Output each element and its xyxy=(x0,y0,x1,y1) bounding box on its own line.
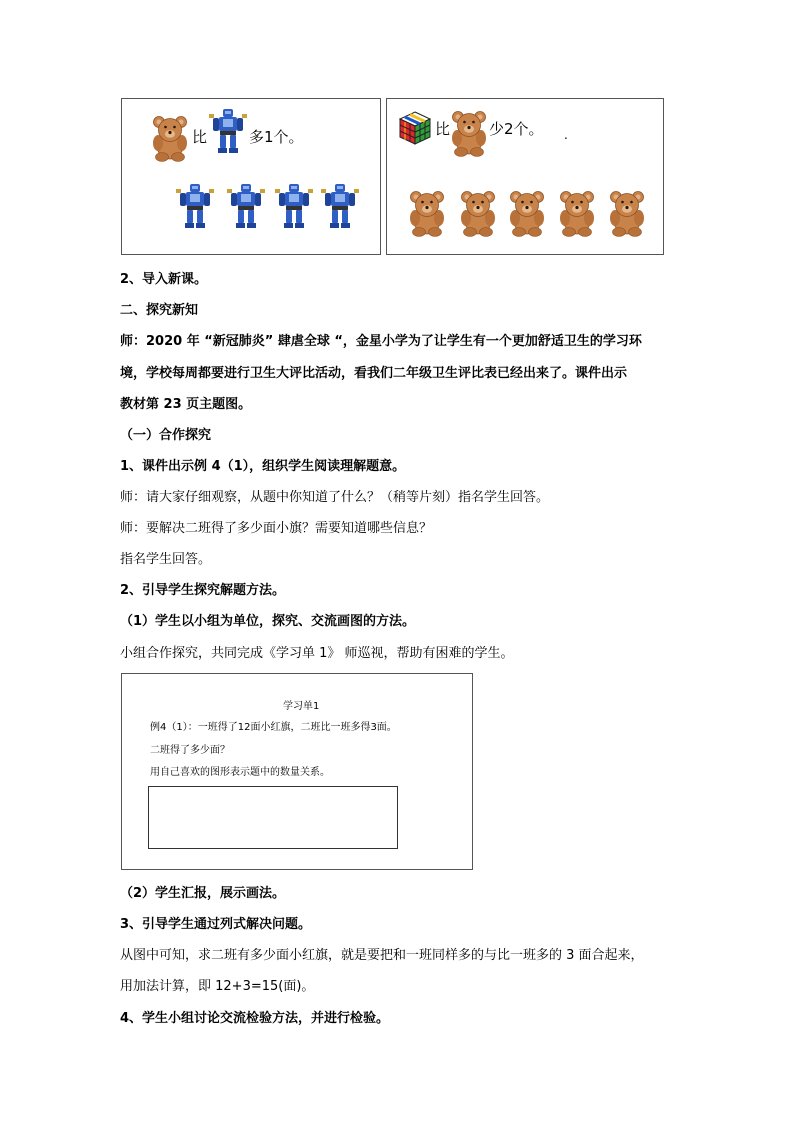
paragraph-line: 师：要解决二班得了多少面小旗？需要知道哪些信息？ xyxy=(120,521,433,536)
paragraph-line: 用加法计算，即 12+3=15(面)。 xyxy=(120,979,315,994)
step-heading: 2、引导学生探究解题方法。 xyxy=(120,583,286,598)
paragraph-line: 指名学生回答。 xyxy=(120,552,212,567)
robot-icon xyxy=(209,109,247,153)
paragraph-line: 师：请大家仔细观察，从题中你知道了什么？（稍等片刻）指名学生回答。 xyxy=(120,490,550,505)
robot-icon xyxy=(227,184,265,228)
rubiks-cube-icon xyxy=(400,112,430,144)
paragraph-line: 师：2020 年 “新冠肺炎” 肆虐全球 “，金星小学为了让学生有一个更加舒适卫生的学习环 xyxy=(120,334,642,349)
bear-icon xyxy=(610,192,644,237)
worksheet-title: 学习单1 xyxy=(283,701,320,712)
bear-icon xyxy=(410,192,444,237)
worksheet-question: 例4（1）：一班得了12面小红旗，二班比一班多得3面。 xyxy=(150,722,397,733)
robot-icon xyxy=(321,184,359,228)
step-heading: （1）学生以小组为单位，探究、交流画图的方法。 xyxy=(120,614,416,629)
bear-icon xyxy=(452,112,486,157)
paragraph-line: 从图中可知，求二班有多少面小红旗，就是要把和一班同样多的与比一班多的 3 面合起来， xyxy=(120,948,644,963)
robot-icon xyxy=(275,184,313,228)
bear-icon xyxy=(560,192,594,237)
worksheet-question: 二班得了多少面？ xyxy=(150,745,230,756)
paragraph-line: 境，学校每周都要进行卫生大评比活动，看我们二年级卫生评比表已经出来了。课件出示 xyxy=(120,366,628,381)
figure-right-bi: 比 xyxy=(435,120,451,138)
step-heading: 1、课件出示例 4（1），组织学生阅读理解题意。 xyxy=(120,459,406,474)
step-heading: 3、引导学生通过列式解决问题。 xyxy=(120,917,312,932)
worksheet-instruction: 用自己喜欢的图形表示题中的数量关系。 xyxy=(150,767,330,778)
bear-icon xyxy=(461,192,495,237)
step-heading: （2）学生汇报，展示画法。 xyxy=(120,886,286,901)
section-heading-explore: 二、探究新知 xyxy=(120,303,199,318)
step-heading: 4、学生小组讨论交流检验方法，并进行检验。 xyxy=(120,1011,390,1026)
worksheet-drawing-area xyxy=(148,786,398,849)
figure-illustrations xyxy=(0,0,794,300)
robot-icon xyxy=(176,184,214,228)
paragraph-line: 小组合作探究，共同完成《学习单 1》 师巡视，帮助有困难的学生。 xyxy=(120,646,514,661)
bear-icon xyxy=(153,117,187,162)
figure-left-bi: 比 xyxy=(192,128,208,146)
figure-left-caption: 多1个。 xyxy=(249,128,304,146)
section-import-lesson: 2、导入新课。 xyxy=(120,272,208,287)
figure-right-dot: . xyxy=(564,128,568,142)
figure-right-caption: 少2个。 xyxy=(489,120,544,138)
bear-icon xyxy=(510,192,544,237)
paragraph-line: 教材第 23 页主题图。 xyxy=(120,397,252,412)
subsection-heading: （一）合作探究 xyxy=(120,428,212,443)
